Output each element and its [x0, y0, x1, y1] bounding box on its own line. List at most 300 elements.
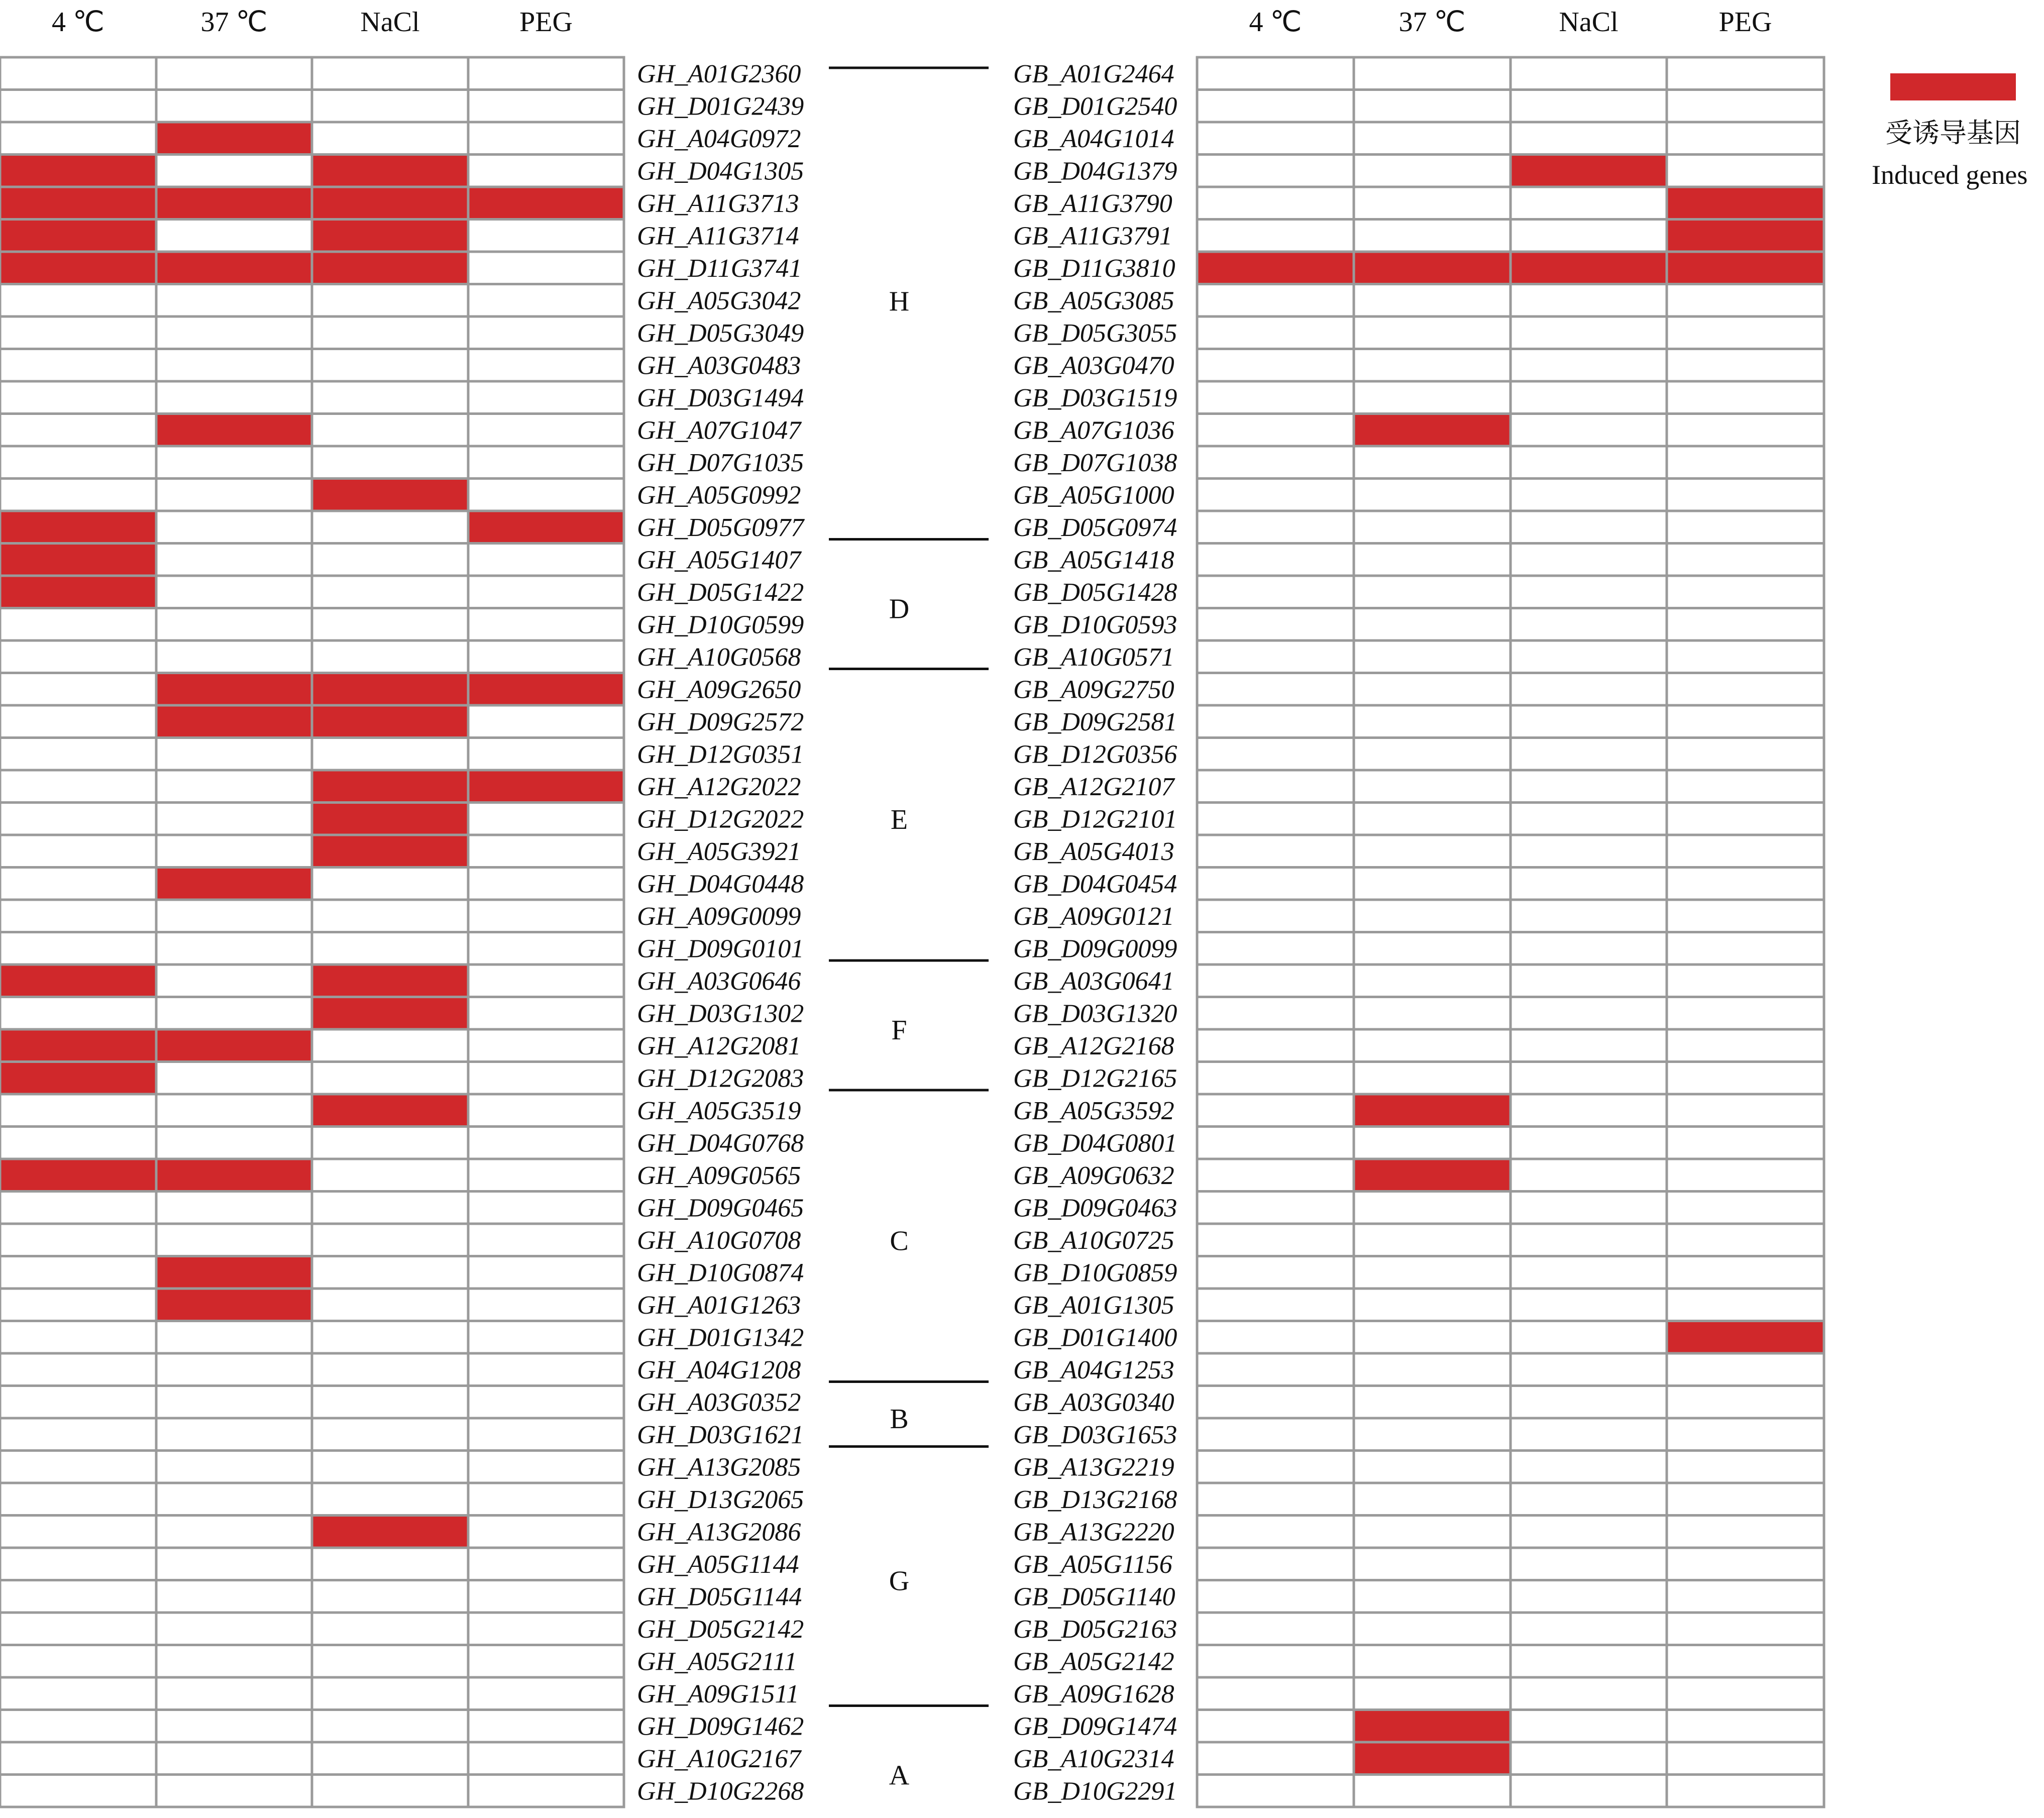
right-cell-5-3 — [1667, 220, 1824, 252]
right-cell-45-3 — [1667, 1516, 1824, 1548]
left-cell-34-1 — [156, 1159, 312, 1192]
right-gene-label: GB_A05G3085 — [1013, 286, 1174, 315]
left-cell-49-1 — [156, 1645, 312, 1678]
left-cell-37-0 — [0, 1256, 156, 1289]
left-gene-label: GH_A13G2085 — [637, 1453, 801, 1482]
right-cell-18-0 — [1197, 640, 1354, 673]
right-cell-39-3 — [1667, 1321, 1824, 1354]
right-cell-24-3 — [1667, 835, 1824, 868]
left-cell-0-3 — [468, 57, 624, 90]
right-cell-27-0 — [1197, 932, 1354, 965]
left-cell-46-1 — [156, 1548, 312, 1580]
left-cell-25-1 — [156, 868, 312, 900]
right-cell-19-0 — [1197, 673, 1354, 706]
left-cell-19-2 — [312, 673, 468, 706]
left-cell-11-1 — [156, 414, 312, 447]
right-cell-34-0 — [1197, 1159, 1354, 1192]
left-cell-39-2 — [312, 1321, 468, 1354]
right-cell-52-0 — [1197, 1742, 1354, 1775]
right-gene-label: GB_A11G3790 — [1013, 189, 1172, 218]
left-cell-28-1 — [156, 965, 312, 997]
right-cell-15-1 — [1354, 544, 1511, 576]
left-cell-31-1 — [156, 1062, 312, 1095]
right-cell-53-1 — [1354, 1775, 1511, 1807]
group-separators — [829, 68, 989, 1818]
left-gene-label: GH_D13G2065 — [637, 1485, 804, 1514]
left-cell-53-0 — [0, 1775, 156, 1807]
right-cell-43-2 — [1511, 1451, 1667, 1483]
right-cell-24-0 — [1197, 835, 1354, 868]
right-cell-12-0 — [1197, 446, 1354, 479]
left-cell-50-2 — [312, 1677, 468, 1710]
right-cell-42-2 — [1511, 1418, 1667, 1451]
right-cell-46-3 — [1667, 1548, 1824, 1580]
left-cell-23-3 — [468, 803, 624, 835]
left-cell-16-3 — [468, 576, 624, 608]
right-cell-35-1 — [1354, 1192, 1511, 1224]
left-cell-19-0 — [0, 673, 156, 706]
right-cell-43-1 — [1354, 1451, 1511, 1483]
right-cell-36-3 — [1667, 1224, 1824, 1256]
left-header-4: 4 ℃ — [52, 7, 104, 38]
right-cell-38-2 — [1511, 1289, 1667, 1321]
right-cell-41-3 — [1667, 1386, 1824, 1419]
right-cell-26-3 — [1667, 900, 1824, 932]
right-cell-22-0 — [1197, 770, 1354, 803]
right-gene-label: GB_A10G0571 — [1013, 643, 1174, 672]
left-cell-39-0 — [0, 1321, 156, 1354]
left-cell-12-2 — [312, 446, 468, 479]
right-gene-label: GB_D04G0801 — [1013, 1129, 1177, 1158]
right-cell-53-0 — [1197, 1775, 1354, 1807]
left-cell-22-3 — [468, 770, 624, 803]
left-gene-label: GH_D01G2439 — [637, 92, 804, 121]
left-cell-6-3 — [468, 252, 624, 284]
right-cell-12-2 — [1511, 446, 1667, 479]
left-cell-14-1 — [156, 511, 312, 544]
right-cell-45-1 — [1354, 1516, 1511, 1548]
left-cell-28-0 — [0, 965, 156, 997]
right-cell-6-2 — [1511, 252, 1667, 284]
right-cell-7-2 — [1511, 284, 1667, 317]
left-cell-48-3 — [468, 1613, 624, 1645]
right-cell-27-1 — [1354, 932, 1511, 965]
right-cell-28-0 — [1197, 965, 1354, 997]
left-cell-30-2 — [312, 1029, 468, 1062]
left-cell-8-1 — [156, 316, 312, 349]
left-cell-49-3 — [468, 1645, 624, 1678]
left-cell-48-0 — [0, 1613, 156, 1645]
left-cell-6-0 — [0, 252, 156, 284]
right-cell-32-0 — [1197, 1094, 1354, 1127]
right-gene-label: GB_D05G2163 — [1013, 1615, 1177, 1644]
right-cell-41-0 — [1197, 1386, 1354, 1419]
right-cell-10-0 — [1197, 381, 1354, 414]
left-gene-label: GH_D05G1422 — [637, 578, 804, 607]
left-cell-41-0 — [0, 1386, 156, 1419]
right-cell-47-0 — [1197, 1580, 1354, 1613]
right-cell-51-3 — [1667, 1710, 1824, 1743]
right-gene-label: GB_A03G0470 — [1013, 351, 1174, 380]
right-cell-5-0 — [1197, 220, 1354, 252]
left-gene-label: GH_D09G0465 — [637, 1194, 804, 1223]
right-cell-48-1 — [1354, 1613, 1511, 1645]
left-cell-46-0 — [0, 1548, 156, 1580]
right-cell-35-2 — [1511, 1192, 1667, 1224]
left-cell-18-2 — [312, 640, 468, 673]
right-cell-40-2 — [1511, 1353, 1667, 1386]
left-cell-8-0 — [0, 316, 156, 349]
right-cell-11-0 — [1197, 414, 1354, 447]
right-cell-13-0 — [1197, 479, 1354, 511]
left-gene-label: GH_D01G1342 — [637, 1323, 804, 1352]
right-cell-47-3 — [1667, 1580, 1824, 1613]
right-cell-16-2 — [1511, 576, 1667, 608]
right-cell-33-2 — [1511, 1127, 1667, 1159]
right-gene-label: GB_D03G1653 — [1013, 1421, 1177, 1449]
right-cell-8-3 — [1667, 316, 1824, 349]
group-label-e: E — [890, 804, 908, 835]
right-cell-33-3 — [1667, 1127, 1824, 1159]
left-gene-label: GH_D05G0977 — [637, 513, 804, 542]
left-cell-30-0 — [0, 1029, 156, 1062]
left-gene-label: GH_A03G0352 — [637, 1388, 801, 1417]
right-cell-20-1 — [1354, 705, 1511, 738]
left-cell-29-2 — [312, 997, 468, 1030]
left-cell-25-0 — [0, 868, 156, 900]
right-gene-label: GB_A05G1156 — [1013, 1550, 1172, 1579]
left-cell-45-3 — [468, 1516, 624, 1548]
left-cell-4-1 — [156, 187, 312, 220]
left-cell-50-3 — [468, 1677, 624, 1710]
left-cell-13-0 — [0, 479, 156, 511]
right-cell-30-0 — [1197, 1029, 1354, 1062]
right-cell-6-0 — [1197, 252, 1354, 284]
left-cell-46-3 — [468, 1548, 624, 1580]
right-cell-5-2 — [1511, 220, 1667, 252]
right-cell-39-0 — [1197, 1321, 1354, 1354]
left-cell-17-3 — [468, 608, 624, 641]
left-gene-label: GH_A10G0568 — [637, 643, 801, 672]
left-cell-6-1 — [156, 252, 312, 284]
left-cell-34-3 — [468, 1159, 624, 1192]
left-cell-0-2 — [312, 57, 468, 90]
left-gene-label: GH_D04G0448 — [637, 870, 804, 899]
left-cell-37-1 — [156, 1256, 312, 1289]
left-cell-43-1 — [156, 1451, 312, 1483]
right-cell-0-0 — [1197, 57, 1354, 90]
right-cell-9-3 — [1667, 349, 1824, 382]
left-cell-5-0 — [0, 220, 156, 252]
left-cell-2-1 — [156, 122, 312, 155]
right-cell-18-2 — [1511, 640, 1667, 673]
right-gene-label: GB_A05G1000 — [1013, 481, 1174, 510]
left-cell-50-1 — [156, 1677, 312, 1710]
left-cell-42-3 — [468, 1418, 624, 1451]
left-cell-4-2 — [312, 187, 468, 220]
left-cell-51-1 — [156, 1710, 312, 1743]
right-cell-32-2 — [1511, 1094, 1667, 1127]
left-cell-29-0 — [0, 997, 156, 1030]
right-cell-15-3 — [1667, 544, 1824, 576]
right-cell-43-0 — [1197, 1451, 1354, 1483]
left-cell-27-1 — [156, 932, 312, 965]
left-cell-9-2 — [312, 349, 468, 382]
left-cell-38-3 — [468, 1289, 624, 1321]
right-cell-29-0 — [1197, 997, 1354, 1030]
left-cell-11-2 — [312, 414, 468, 447]
right-gene-label: GB_D05G0974 — [1013, 513, 1177, 542]
right-cell-41-1 — [1354, 1386, 1511, 1419]
left-gene-label: GH_D12G0351 — [637, 740, 804, 769]
left-cell-12-1 — [156, 446, 312, 479]
right-cell-32-3 — [1667, 1094, 1824, 1127]
left-header-peg: PEG — [519, 7, 573, 38]
left-cell-24-2 — [312, 835, 468, 868]
left-cell-24-0 — [0, 835, 156, 868]
right-gene-label: GB_A13G2219 — [1013, 1453, 1174, 1482]
right-cell-37-0 — [1197, 1256, 1354, 1289]
right-cell-0-2 — [1511, 57, 1667, 90]
left-cell-36-2 — [312, 1224, 468, 1256]
left-cell-43-3 — [468, 1451, 624, 1483]
left-cell-52-2 — [312, 1742, 468, 1775]
left-cell-1-3 — [468, 90, 624, 123]
right-cell-37-2 — [1511, 1256, 1667, 1289]
left-cell-30-3 — [468, 1029, 624, 1062]
left-cell-12-0 — [0, 446, 156, 479]
left-cell-2-3 — [468, 122, 624, 155]
left-cell-3-1 — [156, 155, 312, 187]
right-gene-label: GB_A09G1628 — [1013, 1680, 1174, 1708]
right-gene-label: GB_D04G0454 — [1013, 870, 1177, 899]
left-cell-23-1 — [156, 803, 312, 835]
left-cell-3-3 — [468, 155, 624, 187]
right-cell-49-2 — [1511, 1645, 1667, 1678]
left-cell-7-2 — [312, 284, 468, 317]
right-cell-18-1 — [1354, 640, 1511, 673]
right-cell-26-0 — [1197, 900, 1354, 932]
left-cell-31-0 — [0, 1062, 156, 1095]
left-cell-22-1 — [156, 770, 312, 803]
left-cell-7-3 — [468, 284, 624, 317]
right-cell-26-2 — [1511, 900, 1667, 932]
right-cell-21-0 — [1197, 738, 1354, 771]
right-cell-53-3 — [1667, 1775, 1824, 1807]
right-gene-label: GB_A04G1014 — [1013, 125, 1174, 153]
right-cell-22-2 — [1511, 770, 1667, 803]
left-gene-label: GH_A11G3713 — [637, 189, 799, 218]
right-header-peg: PEG — [1718, 7, 1772, 38]
left-cell-26-1 — [156, 900, 312, 932]
right-cell-19-1 — [1354, 673, 1511, 706]
right-cell-19-3 — [1667, 673, 1824, 706]
right-cell-45-0 — [1197, 1516, 1354, 1548]
left-cell-22-2 — [312, 770, 468, 803]
right-header-nacl: NaCl — [1559, 7, 1619, 38]
left-gene-label: GH_D05G1144 — [637, 1582, 802, 1612]
right-gene-label: GB_A10G2314 — [1013, 1745, 1174, 1773]
right-cell-22-3 — [1667, 770, 1824, 803]
left-cell-12-3 — [468, 446, 624, 479]
right-cell-41-2 — [1511, 1386, 1667, 1419]
left-cell-40-2 — [312, 1353, 468, 1386]
left-cell-44-1 — [156, 1483, 312, 1516]
right-cell-4-3 — [1667, 187, 1824, 220]
right-cell-53-2 — [1511, 1775, 1667, 1807]
left-gene-label: GH_D10G0874 — [637, 1258, 804, 1288]
right-cell-20-3 — [1667, 705, 1824, 738]
left-cell-16-0 — [0, 576, 156, 608]
left-cell-33-2 — [312, 1127, 468, 1159]
right-cell-16-3 — [1667, 576, 1824, 608]
left-gene-labels — [637, 60, 805, 1806]
left-cell-17-2 — [312, 608, 468, 641]
right-cell-10-1 — [1354, 381, 1511, 414]
right-cell-4-0 — [1197, 187, 1354, 220]
right-cell-36-0 — [1197, 1224, 1354, 1256]
right-gene-label: GB_D09G0099 — [1013, 934, 1177, 964]
right-gene-label: GB_A05G4013 — [1013, 837, 1174, 866]
left-cell-53-1 — [156, 1775, 312, 1807]
left-cell-17-1 — [156, 608, 312, 641]
right-cell-1-0 — [1197, 90, 1354, 123]
left-gene-label: GH_D12G2022 — [637, 805, 804, 834]
right-gene-label: GB_A13G2220 — [1013, 1518, 1174, 1547]
left-cell-15-2 — [312, 544, 468, 576]
left-cell-16-2 — [312, 576, 468, 608]
right-cell-1-1 — [1354, 90, 1511, 123]
right-cell-2-3 — [1667, 122, 1824, 155]
group-label-c: C — [890, 1225, 909, 1257]
left-cell-44-2 — [312, 1483, 468, 1516]
right-cell-31-2 — [1511, 1062, 1667, 1095]
right-cell-44-0 — [1197, 1483, 1354, 1516]
right-cell-0-3 — [1667, 57, 1824, 90]
left-cell-13-3 — [468, 479, 624, 511]
right-cell-51-1 — [1354, 1710, 1511, 1743]
left-cell-26-2 — [312, 900, 468, 932]
left-cell-18-3 — [468, 640, 624, 673]
right-cell-22-1 — [1354, 770, 1511, 803]
left-cell-36-1 — [156, 1224, 312, 1256]
left-cell-0-1 — [156, 57, 312, 90]
right-cell-13-3 — [1667, 479, 1824, 511]
right-cell-46-0 — [1197, 1548, 1354, 1580]
right-cell-15-2 — [1511, 544, 1667, 576]
left-gene-label: GH_A07G1047 — [637, 416, 801, 445]
right-cell-28-1 — [1354, 965, 1511, 997]
left-cell-2-2 — [312, 122, 468, 155]
right-gene-label: GB_D07G1038 — [1013, 449, 1177, 477]
legend — [1872, 73, 2027, 190]
left-cell-21-2 — [312, 738, 468, 771]
right-cell-48-3 — [1667, 1613, 1824, 1645]
left-cell-38-0 — [0, 1289, 156, 1321]
right-cell-52-1 — [1354, 1742, 1511, 1775]
right-cell-29-3 — [1667, 997, 1824, 1030]
left-cell-4-3 — [468, 187, 624, 220]
left-cell-38-1 — [156, 1289, 312, 1321]
right-cell-7-0 — [1197, 284, 1354, 317]
right-cell-25-2 — [1511, 868, 1667, 900]
right-cell-14-2 — [1511, 511, 1667, 544]
left-gene-label: GH_A04G1208 — [637, 1356, 801, 1384]
right-gene-label: GB_A09G0121 — [1013, 902, 1174, 931]
right-cell-8-0 — [1197, 316, 1354, 349]
right-cell-25-0 — [1197, 868, 1354, 900]
right-cell-26-1 — [1354, 900, 1511, 932]
right-gene-label: GB_D10G0859 — [1013, 1258, 1177, 1288]
left-cell-32-2 — [312, 1094, 468, 1127]
right-cell-33-0 — [1197, 1127, 1354, 1159]
left-gene-label: GH_A05G3519 — [637, 1097, 801, 1125]
left-cell-28-3 — [468, 965, 624, 997]
right-cell-17-2 — [1511, 608, 1667, 641]
left-cell-13-2 — [312, 479, 468, 511]
right-gene-labels — [1013, 60, 1177, 1806]
left-header-nacl: NaCl — [360, 7, 420, 38]
left-gene-label: GH_A05G1144 — [637, 1550, 799, 1579]
right-cell-35-3 — [1667, 1192, 1824, 1224]
left-cell-48-2 — [312, 1613, 468, 1645]
right-cell-23-0 — [1197, 803, 1354, 835]
left-cell-20-1 — [156, 705, 312, 738]
legend-swatch — [1890, 73, 2016, 100]
left-cell-10-3 — [468, 381, 624, 414]
right-cell-37-1 — [1354, 1256, 1511, 1289]
left-cell-32-1 — [156, 1094, 312, 1127]
left-cell-51-2 — [312, 1710, 468, 1743]
right-gene-label: GB_A11G3791 — [1013, 222, 1172, 251]
left-cell-47-1 — [156, 1580, 312, 1613]
left-gene-label: GH_D05G3049 — [637, 319, 804, 348]
right-gene-label: GB_D04G1379 — [1013, 157, 1177, 186]
left-gene-label: GH_A04G0972 — [637, 125, 801, 153]
right-cell-24-1 — [1354, 835, 1511, 868]
right-cell-44-3 — [1667, 1483, 1824, 1516]
right-gene-label: GB_A01G2464 — [1013, 60, 1174, 88]
right-gene-label: GB_D12G2101 — [1013, 805, 1177, 834]
right-cell-1-2 — [1511, 90, 1667, 123]
right-gene-label: GB_D03G1320 — [1013, 999, 1177, 1028]
right-cell-34-3 — [1667, 1159, 1824, 1192]
left-cell-48-1 — [156, 1613, 312, 1645]
right-cell-42-3 — [1667, 1418, 1824, 1451]
left-cell-35-2 — [312, 1192, 468, 1224]
left-cell-33-0 — [0, 1127, 156, 1159]
right-gene-label: GB_D09G2581 — [1013, 708, 1177, 736]
left-gene-label: GH_A10G2167 — [637, 1745, 801, 1773]
left-cell-5-3 — [468, 220, 624, 252]
left-cell-5-1 — [156, 220, 312, 252]
left-cell-17-0 — [0, 608, 156, 641]
right-gene-label: GB_D12G0356 — [1013, 740, 1177, 769]
right-cell-8-1 — [1354, 316, 1511, 349]
right-cell-13-1 — [1354, 479, 1511, 511]
right-cell-27-3 — [1667, 932, 1824, 965]
left-cell-33-1 — [156, 1127, 312, 1159]
right-cell-19-2 — [1511, 673, 1667, 706]
right-cell-5-1 — [1354, 220, 1511, 252]
right-cell-50-3 — [1667, 1677, 1824, 1710]
left-cell-15-3 — [468, 544, 624, 576]
right-gene-label: GB_A12G2168 — [1013, 1032, 1174, 1060]
right-cell-33-1 — [1354, 1127, 1511, 1159]
right-gene-label: GB_A05G2142 — [1013, 1647, 1174, 1676]
left-cell-10-2 — [312, 381, 468, 414]
left-gene-label: GH_A03G0483 — [637, 351, 801, 380]
